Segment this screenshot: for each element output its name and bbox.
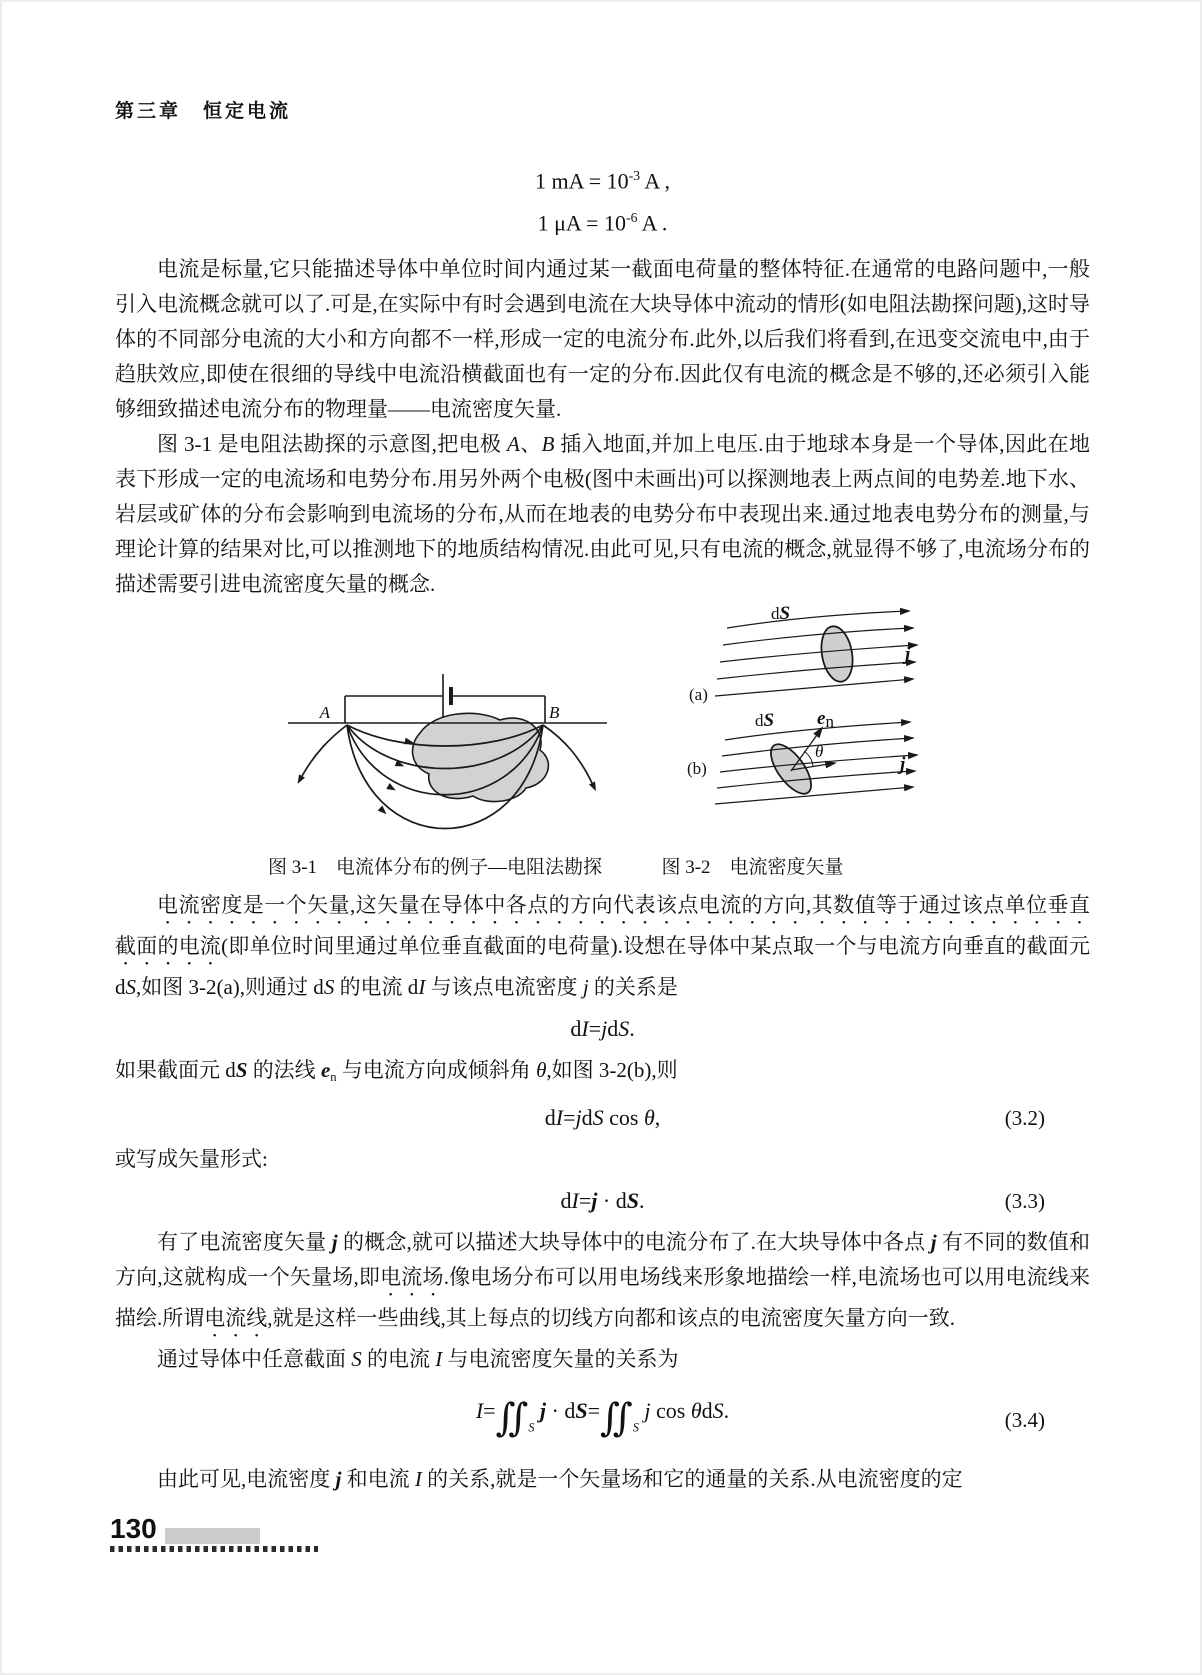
subfigure-b-label: (b) (687, 758, 707, 778)
eq-ua-base: 1 μA = 10 (537, 210, 627, 236)
eq-ua-unit: A . (637, 210, 668, 236)
equation-3-2-number: (3.2) (1004, 1106, 1045, 1131)
equation-3-3 (115, 1181, 1090, 1221)
figure-3-1-caption: 图 3-1 电流体分布的例子—电阻法勘探 (267, 856, 603, 878)
paragraph-inclined-normal: 如果截面元 dS 的法线 en 与电流方向成倾斜角 θ,如图 3-2(b),则 (115, 1057, 678, 1084)
equation-3-3-body: dI=j · dS. (560, 1188, 645, 1214)
equation-3-2 (115, 1098, 1090, 1138)
j-vector-label-b: j (900, 753, 906, 775)
equation-3-4 (115, 1383, 1090, 1455)
subfigure-a-label: (a) (689, 684, 708, 704)
figure-3-2-caption: 图 3-2 电流密度矢量 (661, 856, 844, 878)
paragraph-vector-form: 或写成矢量形式: (115, 1147, 268, 1172)
electrode-a-label: A (319, 702, 330, 722)
equation-3-4-body: $I=∬_S$ $j \cdot dS=∬_S$ j cos θdS. (475, 1397, 730, 1440)
ds-label-b: dS (755, 709, 775, 731)
page-footer (110, 1512, 370, 1552)
subfigure-a (689, 603, 917, 704)
j-vector-label-a: j (905, 643, 911, 665)
equation-microamp (115, 199, 1090, 241)
eq-ma-exponent: -3 (628, 168, 641, 183)
paragraph-flux-relation-intro: 通过导体中任意截面 S 的电流 I 与电流密度矢量的关系为 (157, 1347, 679, 1372)
equation-3-4-number: (3.4) (1004, 1407, 1045, 1432)
page-number-row (110, 1512, 370, 1544)
page-content (115, 96, 1090, 1497)
paragraph-resistivity-survey: 图 3-1 是电阻法勘探的示意图,把电极 A、B 插入地面,并加上电压.由于地球本身是一个导体,因此在地表下形成一定的电流场和电势分布.用另外两个电极(图中未画出)可以探测地表上两点间的电势差.地下水、岩层或矿体的分布会影响到电流场的分布,从而在地表的电势分布中表现出来.通过地表电势分布的测量,与理论计算的结果对比,可以推测地下的地质结构情况.由此可见,只有电流的概念,就显得不够了,电流场分布的描述需要引进电流密度矢量的概念. (115, 431, 1091, 596)
paragraph-current-is-scalar: 电流是标量,它只能描述导体中单位时间内通过某一截面电荷量的整体特征.在通常的电路问题中,一般引入电流概念就可以了.可是,在实际中有时会遇到电流在大块导体中流动的情形(如电阻法勘探问题),这时导体的不同部分电流的大小和方向都不一样,形成一定的电流分布.此外,以后我们将看到,在迅变交流电中,由于趋肤效应,即使在很细的导线中电流沿横截面也有一定的分布.因此仅有电流的概念是不够的,还必须引入能够细致描述电流分布的物理量——电流密度矢量. (115, 256, 1090, 421)
paragraph-current-density-definition: 电流密度是一个矢量,这矢量在导体中各点的方向代表该点电流的方向,其数值等于通过该点单位垂直截面的电流(即单位时间里通过单位垂直截面的电荷量).设想在导体中某点取一个与电流方向垂直的截面元 dS,如图 3-2(a),则通过 dS 的电流 dI 与该点电流密度 j 的关系是 (115, 892, 1091, 999)
cross-section-ellipse-b (763, 738, 818, 800)
ds-label-a: dS (771, 602, 791, 624)
battery-icon (443, 674, 451, 718)
equation-3-2-body: dI=jdS cos θ, (544, 1105, 661, 1131)
figure-3-2-diagram (665, 602, 935, 842)
normal-vector-label: en (817, 707, 834, 731)
theta-label: θ (815, 741, 824, 761)
subfigure-b (687, 708, 917, 804)
footer-bar-decoration (165, 1528, 260, 1544)
paragraph-flux-conclusion: 由此可见,电流密度 j 和电流 I 的关系,就是一个矢量场和它的通量的关系.从电流密度的定 (157, 1466, 963, 1491)
page-number: 130 (110, 1513, 157, 1544)
equation-dI-jdS-body: dI=jdS. (570, 1015, 635, 1041)
unit-conversion-equations (115, 157, 1090, 242)
equation-dI-jdS (115, 1009, 1090, 1049)
footer-dots-decoration (110, 1546, 318, 1552)
figure-3-1-diagram (280, 608, 615, 858)
equation-milliamp (115, 157, 1090, 199)
eq-ma-base: 1 mA = 10 (534, 168, 629, 194)
chapter-header: 第三章 恒定电流 (115, 101, 292, 122)
streamlines-a (715, 611, 917, 696)
electrode-b-label: B (549, 702, 560, 722)
streamlines-b (715, 722, 917, 804)
eq-ua-exponent: -6 (626, 210, 638, 226)
paragraph-current-field: 有了电流密度矢量 j 的概念,就可以描述大块导体中的电流分布了.在大块导体中各点 j 有不同的数值和方向,这就构成一个矢量场,即电流场.像电场分布可以用电场线来形象地描绘一样,电流场也可以用电流线来描绘.所谓电流线,就是这样一些曲线,其上每点的切线方向都和该点的电流密度矢量方向一致. (115, 1230, 1091, 1331)
equation-3-3-number: (3.3) (1004, 1189, 1045, 1214)
figures-row (115, 602, 1090, 880)
eq-ma-unit: A , (640, 168, 671, 194)
